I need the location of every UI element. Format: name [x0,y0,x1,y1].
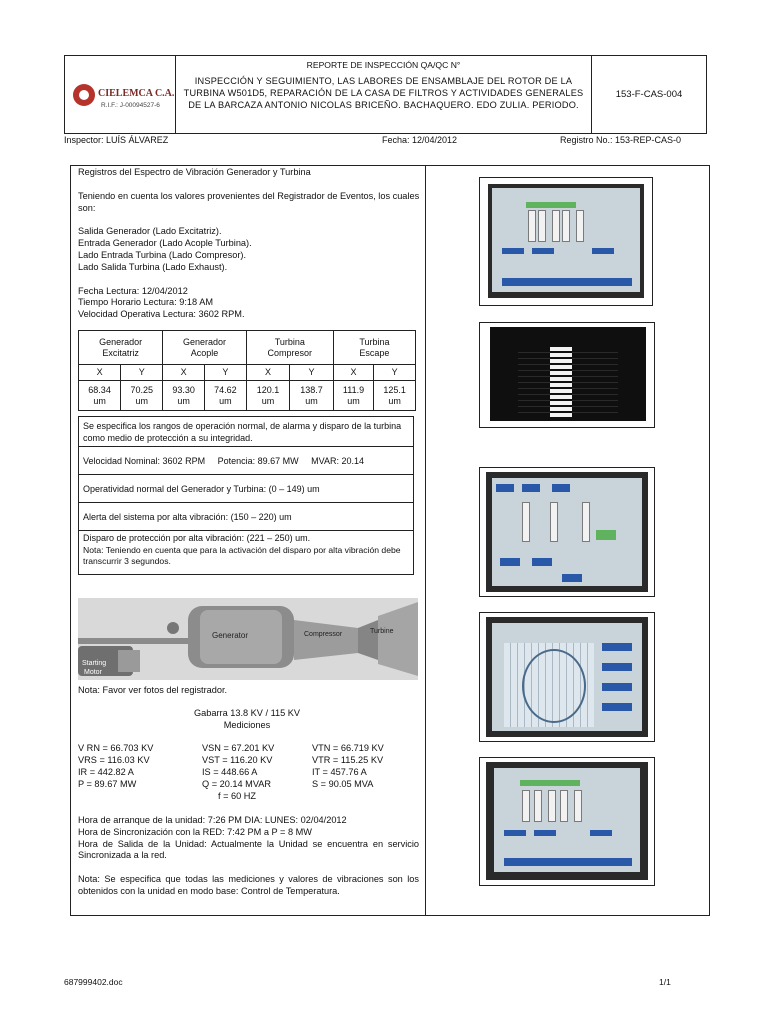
measurement-value: VRS = 116.03 KV [78,755,150,765]
measurements-grid [78,743,418,803]
value-cell: 120.1 um [246,381,290,411]
registro-label: Registro No.: 153-REP-CAS-0 [560,135,682,145]
report-header [64,55,707,134]
measurement-row [78,767,418,779]
logo-name: CIELEMCA C.A. [98,88,175,99]
measurement-row [78,755,418,767]
registrador-photo-2 [479,322,655,428]
registrador-photo-5 [479,757,655,886]
value-cell: 138.7 um [290,381,334,411]
nota-final: Nota: Se especifica que todas las mediciones y valores de vibraciones son los obtenidos con la unidad en modo base: Control de Temperatura. [78,874,419,896]
left-column [78,167,421,321]
hours-block [78,815,419,862]
axis-cell: X [333,365,373,381]
registrador-photo-4 [479,612,655,742]
nominal-box [78,446,414,475]
axis-cell: X [246,365,290,381]
report-code: 153-F-CAS-004 [615,89,683,100]
tiempo-lectura: Tiempo Horario Lectura: 9:18 AM [78,297,213,308]
disparo-note: Nota: Teniendo en cuenta que para la activación del disparo por alta vibración debe transcurrir 3 segundos. [83,544,401,566]
sensor-item: Lado Entrada Turbina (Lado Compresor). [78,249,247,260]
sensor-item: Salida Generador (Lado Excitatriz). [78,226,222,237]
measurement-value: Q = 20.14 MVAR [202,779,272,789]
logo-emblem-icon [73,84,95,106]
axis-cell: Y [290,365,334,381]
diagram-label: Starting [82,660,107,667]
alerta-box [78,502,414,531]
axis-cell: Y [205,365,247,381]
inspector-label: Inspector: LUÍS ÁLVAREZ [64,135,169,145]
sincronizacion-text: Hora de Sincronización con la RED: 7:42 PM a P = 8 MW [78,826,312,837]
alerta-text: Alerta del sistema por alta vibración: (150 – 220) um [83,512,292,522]
measurement-value: S = 90.05 MVA [312,779,374,789]
measurement-value: P = 89.67 MW [78,779,137,789]
registrador-photo-1 [479,177,653,306]
mediciones-label: Mediciones [223,720,271,730]
operatividad-box [78,474,414,503]
vibration-table [78,330,416,411]
nominal-text: Velocidad Nominal: 3602 RPM Potencia: 89.67 MW MVAR: 20.14 [83,456,364,466]
table-header-cell: Generador Acople [163,331,246,365]
axis-cell: X [79,365,121,381]
value-cell: 111.9 um [333,381,373,411]
diagram-label: Generator [212,631,249,640]
sensor-item: Lado Salida Turbina (Lado Exhaust). [78,261,228,272]
fecha-label: Fecha: 12/04/2012 [382,135,458,145]
measurement-row [78,779,418,791]
velocidad-lectura: Velocidad Operativa Lectura: 3602 RPM. [78,309,245,320]
registrador-photo-3 [479,467,655,597]
diagram-label: Motor [84,669,102,676]
intro-text: Teniendo en cuenta los valores provenientes del Registrador de Eventos, los cuales son: [78,190,420,213]
report-title: REPORTE DE INSPECCIÓN QA/QC N° [306,60,461,70]
axis-cell: Y [374,365,416,381]
footer-page-number: 1/1 [659,977,671,987]
sensor-item: Entrada Generador (Lado Acople Turbina). [78,238,252,249]
report-title-cell [176,56,592,133]
value-cell: 74.62 um [205,381,247,411]
measurement-value: IS = 448.66 A [202,767,258,777]
salida-text: Hora de Salida de la Unidad: Actualmente la Unidad se encuentra en servicio Sincronizada a la red. [78,838,419,861]
measurement-value: VST = 116.20 KV [202,755,273,765]
measurement-value: VTN = 66.719 KV [312,743,384,753]
value-cell: 125.1 um [374,381,416,411]
measurement-value: VTR = 115.25 KV [312,755,384,765]
logo-rif: R.I.F.: J-00094527-6 [101,102,160,109]
measurement-value: V RN = 66.703 KV [78,743,154,753]
diagram-label: Turbine [370,628,394,635]
turbine-diagram [78,598,418,680]
measurement-value: IT = 457.76 A [312,767,367,777]
table-header-cell: Turbina Compresor [246,331,333,365]
gabarra-label: Gabarra 13.8 KV / 115 KV [193,708,301,718]
rangos-text: Se especifica los rangos de operación normal, de alarma y disparo de la turbina como medio de protección a su integridad. [83,421,402,443]
company-logo [65,56,176,133]
table-header-cell: Turbina Escape [333,331,415,365]
frequency-value: f = 60 HZ [218,791,257,801]
section-heading: Registros del Espectro de Vibración Generador y Turbina [78,167,311,177]
operatividad-text: Operatividad normal del Generador y Turbina: (0 – 149) um [83,484,320,494]
arranque-text: Hora de arranque de la unidad: 7:26 PM DIA: LUNES: 02/04/2012 [78,815,347,825]
axis-cell: Y [121,365,163,381]
measurement-value: VSN = 67.201 KV [202,743,275,753]
diagram-label: Compressor [304,631,343,638]
footer-doc-name: 687999402.doc [64,977,123,987]
value-cell: 93.30 um [163,381,205,411]
value-cell: 70.25 um [121,381,163,411]
rangos-box [78,416,414,447]
measurement-row [78,743,418,755]
fecha-lectura: Fecha Lectura: 12/04/2012 [78,285,188,296]
table-header-cell: Generador Excitatriz [79,331,163,365]
axis-cell: X [163,365,205,381]
measurement-value: IR = 442.82 A [78,767,134,777]
disparo-box [78,530,414,575]
nota-fotos: Nota: Favor ver fotos del registrador. [78,685,228,695]
column-divider [425,165,426,915]
value-cell: 68.34 um [79,381,121,411]
report-description: INSPECCIÓN Y SEGUIMIENTO, LAS LABORES DE ENSAMBLAJE DEL ROTOR DE LA TURBINA W501D5, REPARACIÓN DE LA CASA DE FILTROS Y ACTIVIDADES GENERALES DE LA BARCAZA ANTONIO NICOLAS BRICEÑO. BACHAQUERO. EDO ZULIA. PERIODO. [183,76,584,111]
turbine-diagram-graphic [78,598,418,680]
disparo-text: Disparo de protección por alta vibración: (221 – 250) um. [83,533,311,543]
